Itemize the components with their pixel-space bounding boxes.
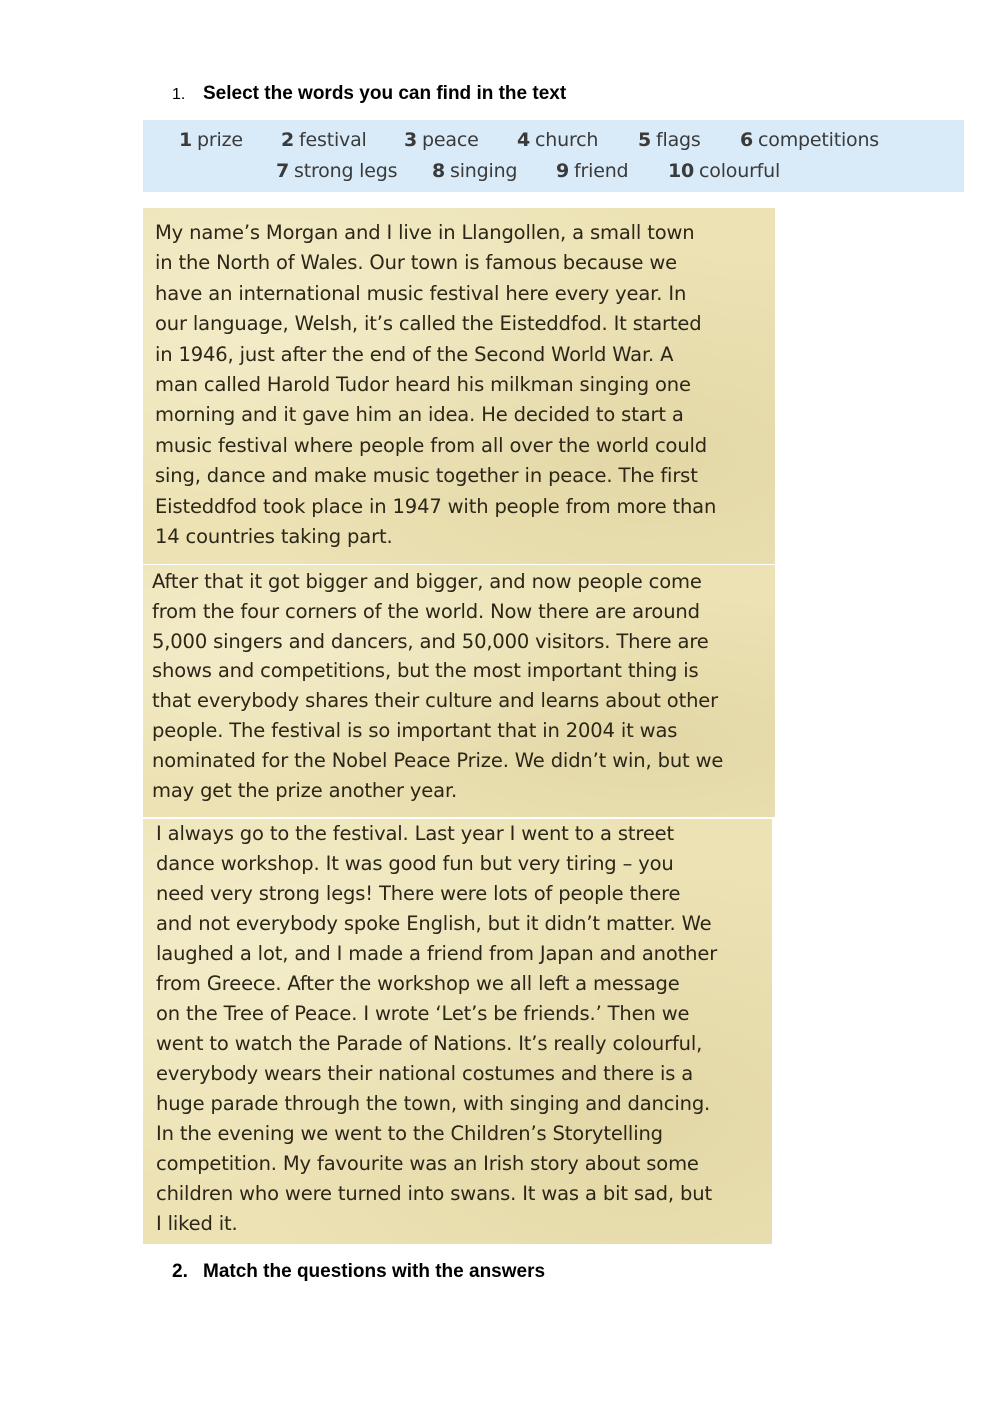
text-line: shows and competitions, but the most important thing is	[152, 659, 699, 683]
word-text: colourful	[699, 160, 781, 182]
text-line: our language, Welsh, it’s called the Eisteddfod. It started	[155, 312, 702, 336]
exercise-1-heading	[172, 83, 566, 105]
word-number: 10	[668, 160, 695, 182]
word-text: friend	[574, 160, 629, 182]
word-bank-item[interactable]	[638, 129, 701, 151]
exercise-1-title: Select the words you can find in the text	[203, 83, 567, 104]
text-line: have an international music festival here every year. In	[155, 281, 687, 305]
word-bank-item[interactable]	[404, 129, 479, 151]
word-text: flags	[656, 129, 701, 151]
reading-text-paragraph-1	[143, 208, 775, 564]
text-line: My name’s Morgan and I live in Llangollen, a small town	[155, 221, 695, 244]
word-bank-item[interactable]	[432, 160, 517, 182]
text-line: In the evening we went to the Children’s Storytelling	[156, 1122, 663, 1145]
word-bank-item[interactable]	[276, 160, 397, 182]
word-text: singing	[450, 160, 518, 182]
text-line: on the Tree of Peace. I wrote ‘Let’s be friends.’ Then we	[156, 1002, 690, 1025]
text-line: Eisteddfod took place in 1947 with people from more than	[155, 494, 717, 518]
word-bank	[143, 120, 964, 192]
text-line: I liked it.	[156, 1212, 238, 1235]
text-line: nominated for the Nobel Peace Prize. We didn’t win, but we	[152, 748, 724, 772]
word-number: 8	[432, 160, 446, 182]
word-bank-item[interactable]	[740, 129, 879, 151]
text-line: that everybody shares their culture and learns about other	[152, 689, 718, 713]
word-text: festival	[299, 129, 367, 151]
text-line: everybody wears their national costumes and there is a	[156, 1062, 694, 1085]
exercise-2-heading	[172, 1261, 545, 1283]
word-bank-item[interactable]	[556, 160, 628, 182]
text-line: need very strong legs! There were lots of people there	[156, 882, 681, 905]
text-line: in 1946, just after the end of the Second World War. A	[155, 342, 674, 366]
word-text: strong legs	[294, 160, 398, 182]
text-line: morning and it gave him an idea. He decided to start a	[155, 403, 684, 427]
word-bank-item[interactable]	[517, 129, 598, 151]
word-text: competitions	[758, 129, 879, 151]
word-bank-item[interactable]	[179, 129, 243, 151]
text-line: people. The festival is so important that in 2004 it was	[152, 718, 678, 742]
text-line: and not everybody spoke English, but it didn’t matter. We	[156, 912, 712, 935]
text-line: in the North of Wales. Our town is famous because we	[155, 251, 678, 275]
text-line: from the four corners of the world. Now there are around	[152, 599, 700, 623]
exercise-2-title: Match the questions with the answers	[203, 1261, 546, 1282]
word-number: 1	[179, 129, 193, 151]
word-bank-item[interactable]	[668, 160, 780, 182]
text-line: from Greece. After the workshop we all left a message	[156, 972, 680, 995]
text-line: competition. My favourite was an Irish story about some	[156, 1152, 699, 1175]
text-line: man called Harold Tudor heard his milkman singing one	[155, 372, 691, 396]
word-text: peace	[422, 129, 479, 151]
word-bank-item[interactable]	[281, 129, 367, 151]
text-line: After that it got bigger and bigger, and now people come	[152, 570, 702, 593]
text-line: music festival where people from all over the world could	[155, 433, 708, 457]
word-number: 7	[276, 160, 290, 182]
text-line: I always go to the festival. Last year I went to a street	[156, 822, 675, 845]
text-line: children who were turned into swans. It was a bit sad, but	[156, 1182, 712, 1205]
text-line: dance workshop. It was good fun but very tiring – you	[156, 852, 674, 875]
word-number: 5	[638, 129, 652, 151]
exercise-2-number: 2.	[172, 1261, 188, 1282]
word-number: 4	[517, 129, 531, 151]
reading-text-paragraph-3	[143, 819, 772, 1244]
word-text: church	[535, 129, 599, 151]
text-line: sing, dance and make music together in peace. The first	[155, 464, 698, 488]
word-number: 2	[281, 129, 295, 151]
text-line: 5,000 singers and dancers, and 50,000 visitors. There are	[152, 629, 709, 653]
text-line: laughed a lot, and I made a friend from Japan and another	[156, 942, 718, 965]
word-number: 3	[404, 129, 418, 151]
reading-text-paragraph-2	[143, 565, 775, 817]
word-number: 6	[740, 129, 754, 151]
word-number: 9	[556, 160, 570, 182]
text-line: huge parade through the town, with singing and dancing.	[156, 1092, 711, 1115]
word-text: prize	[197, 129, 243, 151]
exercise-1-number: 1.	[172, 86, 186, 103]
text-line: may get the prize another year.	[152, 778, 458, 802]
text-line: 14 countries taking part.	[155, 524, 393, 548]
text-line: went to watch the Parade of Nations. It’s really colourful,	[156, 1032, 703, 1055]
